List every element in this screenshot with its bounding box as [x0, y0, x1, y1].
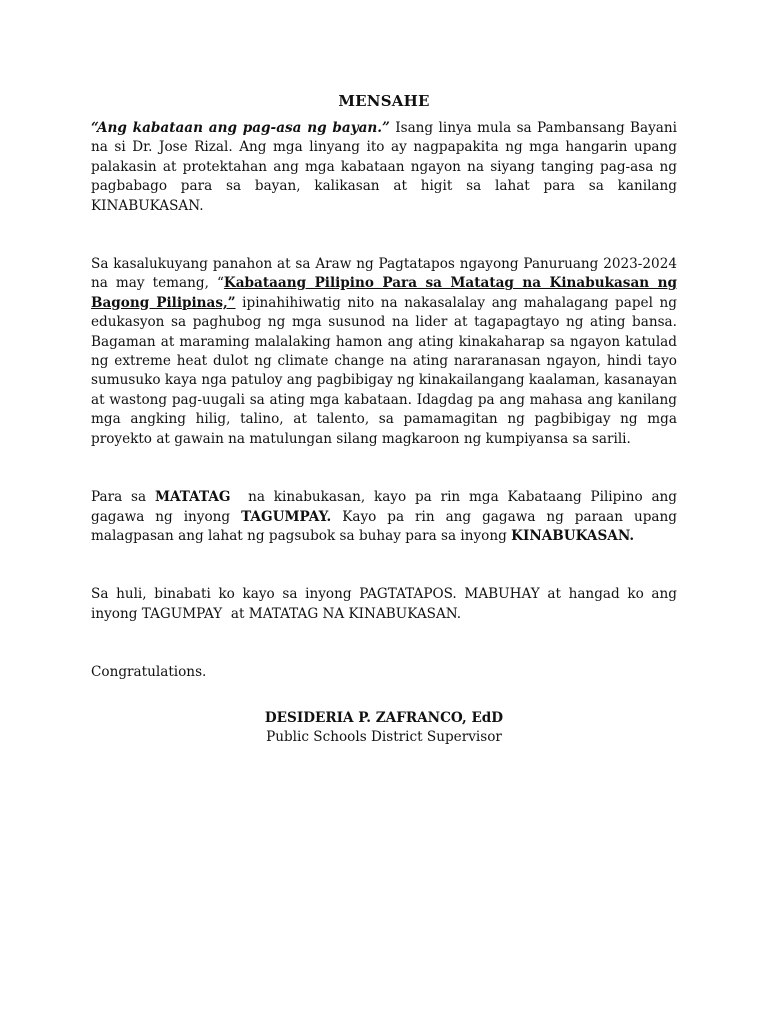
page-title: MENSAHE: [338, 92, 430, 110]
kinabukasan-word: KINABUKASAN.: [511, 527, 635, 544]
paragraph-3-part-e: Kayo pa rin ang gagawa ng paraan upang malagpasan ang lahat ng pagsubok sa buhay para sa inyong: [91, 508, 677, 544]
paragraph-3-part-a: Para sa: [91, 489, 155, 506]
paragraph-closing: Sa huli, binabati ko kayo sa inyong PAGTATAPOS. MABUHAY at hangad ko ang inyong TAGUMPAY at MATATAG NA KINABUKASAN.: [91, 586, 682, 622]
signature-block: [91, 709, 677, 747]
paragraph-rizal-quote: [91, 119, 677, 216]
congratulations-line: Congratulations.: [91, 664, 207, 681]
paragraph-3-part-c: na kinabukasan, kayo pa rin mga Kabataang Pilipino ang gagawa ng inyong: [91, 489, 682, 525]
paragraph-theme: [91, 255, 677, 449]
paragraph-2-text: ipinahihiwatig nito na nakasalalay ang mahalagang papel ng edukasyon sa paghubog ng mga susunod na lider at tagapagtayo ng ating bansa. Bagaman at maraming malalaking hamon ang ating kinakaharap sa ngayon katulad ng extreme heat dulot ng climate change na ating nararanasan ngayon, hindi tayo sumusuko kaya nga patuloy ang pagbibigay ng kinakailangang kaalaman, kasanayan at wastong pag-uugali sa ating mga kabataan. Idagdag pa ang mahasa ang kanilang mga angking hilig, talino, at talento, sa pamamagitan ng pagbibigay ng mga proyekto at gawain na matulungan silang magkaroon ng kumpiyansa sa sarili.: [91, 294, 677, 447]
document-page: [91, 92, 682, 747]
graduation-theme: Kabataang Pilipino Para sa Matatag na Kinabukasan ng Bagong Pilipinas,”: [91, 275, 677, 311]
matatag-word: MATATAG: [154, 489, 231, 506]
tagumpay-word: TAGUMPAY.: [241, 508, 332, 525]
signatory-name: DESIDERIA P. ZAFRANCO, EdD: [264, 709, 504, 726]
rizal-quote: “Ang kabataan ang pag-asa ng bayan.”: [91, 120, 390, 136]
signatory-position: Public Schools District Supervisor: [266, 728, 502, 745]
paragraph-1-text: Isang linya mula sa Pambansang Bayani na si Dr. Jose Rizal. Ang mga linyang ito ay nagpapakita ng mga hangarin upang palakasin at protektahan ang mga kabataan ngayon na siyang tanging pag-asa ng pagbabago para sa bayan, kalikasan at higit sa lahat para sa kanilang KINABUKASAN.: [91, 120, 677, 214]
paragraph-2-intro: Sa kasalukuyang panahon at sa Araw ng Pagtatapos ngayong Panuruang 2023-2024 na may temang, “: [91, 256, 677, 292]
paragraph-matatag: [91, 488, 682, 546]
